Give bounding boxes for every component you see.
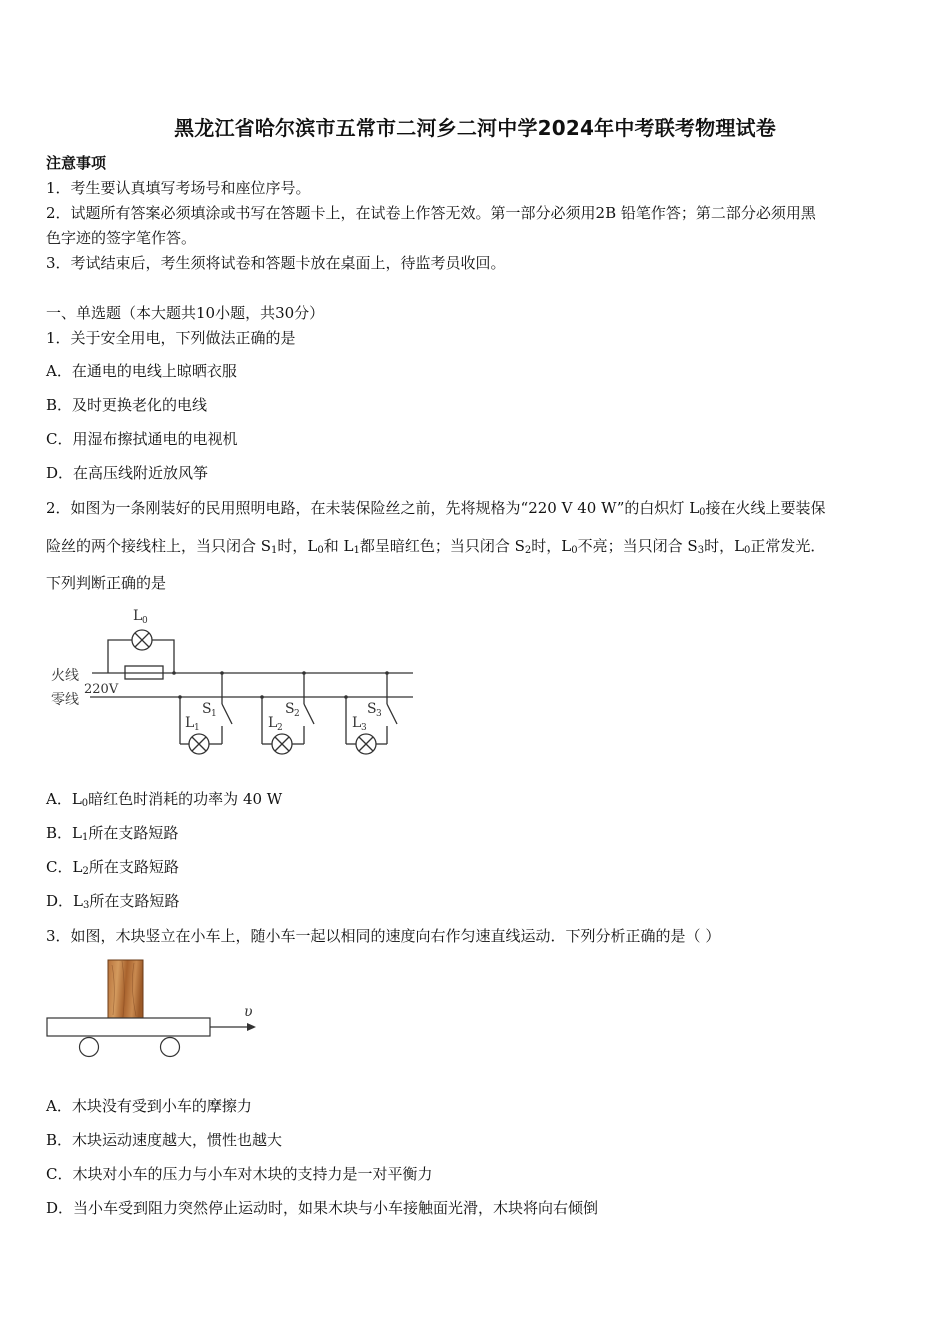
cart-wheel [161,1038,180,1057]
live-wire-label: 火线 [51,668,79,684]
q2-option-b [46,822,178,843]
q3-option-a: A．木块没有受到小车的摩擦力 [46,1097,252,1115]
notice-heading: 注意事项 [46,154,107,172]
lamp-l1-subscript: 1 [194,723,200,733]
switch-s3-subscript: 3 [376,709,382,719]
subscript: 0 [571,545,578,556]
q1-option-b: B．及时更换老化的电线 [46,396,208,414]
q2-stem-text: 和 L [323,537,354,555]
q2-option-c [46,856,179,877]
lamp-l1-label: L [185,715,195,731]
q3-stem: 3．如图，木块竖立在小车上，随小车一起以相同的速度向右作匀速直线运动．下列分析正确的是（ ） [46,927,721,945]
lamp-l3-subscript: 3 [361,723,367,733]
cart-diagram [44,955,274,1065]
switch-s1-label: S [202,701,212,717]
q2-stem-text: 时，L [704,537,745,555]
notice-item: 1．考生要认真填写考场号和座位序号。 [46,179,311,197]
q2-stem-text: 2．如图为一条刚装好的民用照明电路，在未装保险丝之前，先将规格为“220 V 40 W”的白炽灯 L [46,499,700,517]
option-text: A．L [46,790,82,808]
switch-s2-label: S [285,701,295,717]
q1-stem: 1．关于安全用电，下列做法正确的是 [46,329,296,347]
subscript: 1 [353,545,360,556]
option-text: B．L [46,824,82,842]
q2-stem-text: 险丝的两个接线柱上，当只闭合 S [46,537,272,555]
notice-item: 2．试题所有答案必须填涂或书写在答题卡上，在试卷上作答无效。第一部分必须用2B 铅笔作答；第二部分必须用黑 [46,204,816,222]
subscript: 1 [81,832,89,843]
q2-stem-text: 接在火线上要装保 [705,499,826,517]
velocity-label: υ [244,1004,253,1020]
notice-item: 色字迹的签字笔作答。 [46,229,197,247]
subscript: 2 [524,545,532,556]
subscript: 3 [697,545,705,556]
l0-wire [108,640,132,673]
subscript: 3 [83,900,90,911]
q2-stem-line3: 下列判断正确的是 [46,574,167,592]
subscript: 1 [271,545,278,556]
q1-option-a: A．在通电的电线上晾晒衣服 [46,362,237,380]
lamp-l0-label: L [133,608,143,624]
subscript: 0 [744,545,751,556]
cart-wheel [80,1038,99,1057]
voltage-label: 220V [84,682,119,697]
q2-stem-line2 [46,535,825,556]
page-title: 黑龙江省哈尔滨市五常市二河乡二河中学2024年中考联考物理试卷 [174,116,776,140]
neutral-wire-label: 零线 [51,692,79,708]
q2-stem-text: 都呈暗红色；当只闭合 S [359,537,525,555]
lamp-l2-subscript: 2 [277,723,283,733]
option-text: D．L [46,892,83,910]
q2-stem-text: 不亮；当只闭合 S [577,537,698,555]
lamp-l0-subscript: 0 [142,616,148,626]
cart-body [47,1018,210,1036]
option-text: 所在支路短路 [88,858,179,876]
q2-option-a [46,788,282,809]
lamp-l2-label: L [268,715,278,731]
switch-s3-label: S [367,701,377,717]
subscript: 0 [81,798,89,809]
subscript: 0 [317,545,324,556]
q2-stem-text: 正常发光． [750,537,826,555]
subscript: 0 [699,507,706,518]
option-text: 所在支路短路 [89,892,180,910]
option-text: C．L [46,858,83,876]
option-text: 所在支路短路 [88,824,179,842]
q2-stem-line1 [46,497,826,518]
q3-option-b: B．木块运动速度越大，惯性也越大 [46,1131,283,1149]
q1-option-d: D．在高压线附近放风筝 [46,464,209,482]
q3-option-d: D．当小车受到阻力突然停止运动时，如果木块与小车接触面光滑，木块将向右倾倒 [46,1199,599,1217]
switch-s1-subscript: 1 [211,709,217,719]
lamp-l3-label: L [352,715,362,731]
option-text: 暗红色时消耗的功率为 40 W [88,790,283,808]
circuit-diagram [44,600,424,770]
q2-stem-text: 时，L [531,537,572,555]
q3-option-c: C．木块对小车的压力与小车对木块的支持力是一对平衡力 [46,1165,433,1183]
notice-item: 3．考试结束后，考生须将试卷和答题卡放在桌面上，待监考员收回。 [46,254,506,272]
switch-s2-subscript: 2 [294,709,300,719]
q2-stem-text: 时，L [277,537,318,555]
q2-option-d [46,890,179,911]
q1-option-c: C．用湿布擦拭通电的电视机 [46,430,238,448]
velocity-arrow-head [247,1023,256,1031]
section-heading: 一、单选题（本大题共10小题，共30分） [46,304,325,322]
subscript: 2 [82,866,89,877]
